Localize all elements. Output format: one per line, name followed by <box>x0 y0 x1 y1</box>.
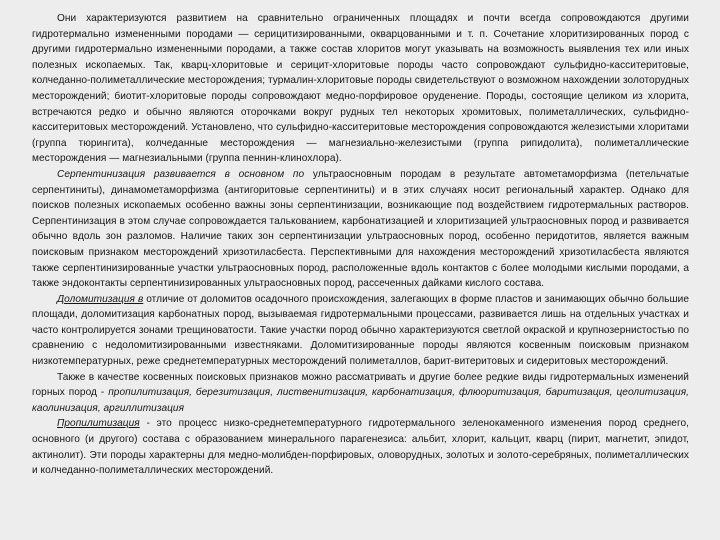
paragraph-chloritization <box>32 11 689 167</box>
paragraph-serpentinization <box>32 167 689 292</box>
paragraph-text: ультраосновным породам в результате автометаморфизма (петельчатые серпентиниты), динамометаморфизма (антигоритовые серпентиниты) и в этих случаях носит региональный характер. Однако для поисков полезных ископаемых особенно важны зоны серпентинизации, возникающие под воздействием гидротермальных растворов. Серпентинизация в этом случае сопровождается талькованием, карбонатизацией и хлоритизацией ультраосновных пород и развивается обычно вдоль зон разломов. Наличие таких зон серпентинизации ультраосновных пород, особенно перидотитов, является важным поисковым признаком месторождений хризотиласбеста. Перспективными для нахождения месторождений хризотиласбеста являются также серпентинизированные участки ультраосновных пород, расположенные вдоль контактов с более молодыми кислыми породами, а также эндоконтакты серпентинизированных ультраосновных пород, рассеченных дайками кислого состава. <box>32 168 690 290</box>
paragraph-text: отличие от доломитов осадочного происхождения, залегающих в форме пластов и занимающих обычно большие площади, доломитизация карбонатных пород, вызываемая гидротермальными процессами, развивается лишь на отдельных участках и часто контролируется зонами трещиноватости. Такие участки пород обычно характеризуются светлой окраской и крупнозернистостью по сравнению с недоломитизированными известняками. Доломитизированные породы являются косвенным поисковым признаком низкотемпературных, реже среднетемпературных месторождений полиметаллов, барит-витеритовых и сидеритовых месторождений. <box>32 293 689 368</box>
paragraph-dolomitization <box>32 292 689 370</box>
paragraph-text: Они характеризуются развитием на сравнительно ограниченных площадях и почти всегда сопровождаются другими гидротермально измененными породами — серицитизированными, окварцованными и т. п. Сочетание хлоритизированных пород с другими гидротермально измененными породами, а также состав хлоритов могут указывать на возможность выявления тех или иных полезных ископаемых. Так, кварц-хлоритовые и серицит-хлоритовые породы часто сопровождают сульфидно-касситеритовые, колчеданно-полиметаллические месторождения; турмалин-хлоритовые породы свидетельствуют о возможном нахождении золоторудных месторождений; биотит-хлоритовые породы сопровождают медно-порфировое оруденение. Породы, состоящие целиком из хлорита, встречаются редко и обычно являются оторочками вокруг рудных тел некоторых хромитовых, полиметаллических, сульфидно-касситеритовых месторождений. Установлено, что сульфидно-касситеритовые месторождения сопровождаются железистыми хлоритами (группа тюрингита), колчеданные месторождения — магнезиально-железистыми (группа рипидолита), полиметаллические месторождения — магнезиальными (группа пеннин-клинохлора). <box>32 13 689 165</box>
alteration-types-list: пропилитизация, березитизация, лиственитизация, карбонатизация, флюоритизация, баритизация, цеолитизация, каолинизация, аргиллитизация <box>32 387 690 414</box>
paragraph-text: Также в качестве косвенных поисковых признаков можно рассматривать и другие более редкие виды гидротермальных изменений горных пород - <box>32 371 689 399</box>
paragraph-text: - это процесс низко-среднетемпературного гидротермального зеленокаменного изменения пород среднего, основного (и другого) состава с образованием минерального парагенезиса: альбит, хлорит, кальцит, кварц (пирит, магнетит, эпидот, актинолит). Эти породы характерны для медно-молибден-порфировых, оловорудных, золотых и золото-серебряных, полиметаллических и колчеданно-полиметаллических месторождений. <box>32 418 689 477</box>
term-propylitization: Пропилитизация <box>57 418 140 430</box>
term-dolomitization: Доломитизация в <box>57 293 144 305</box>
term-serpentinization: Серпентинизация развивается в основном по <box>57 168 305 180</box>
paragraph-propylitization <box>32 416 689 478</box>
paragraph-other-alterations <box>32 370 689 417</box>
document-body <box>32 11 689 479</box>
